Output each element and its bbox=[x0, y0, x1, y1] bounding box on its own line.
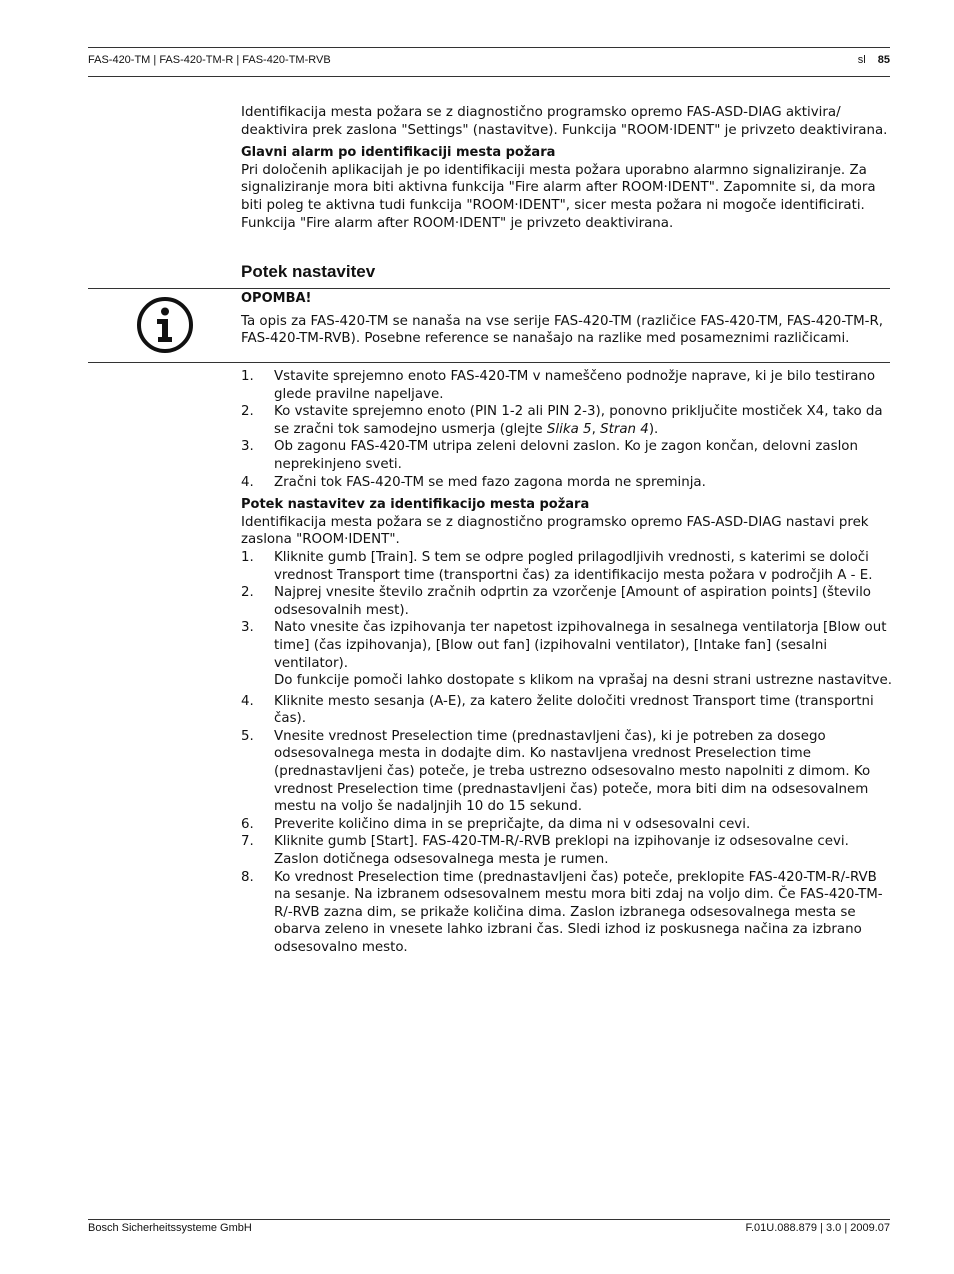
note-text: Ta opis za FAS-420-TM se nanaša na vse serije FAS-420-TM (različice FAS-420-TM, FAS-420-TM-R, FAS-420-TM-RVB). Posebne reference se nanašajo na razlike med posameznimi različicami. bbox=[241, 313, 884, 347]
footer-docref: F.01U.088.879 | 3.0 | 2009.07 bbox=[745, 1222, 890, 1234]
steps-block bbox=[241, 368, 893, 957]
note-title: OPOMBA! bbox=[241, 291, 312, 306]
list-item: 3. Ob zagonu FAS-420-TM utripa zeleni delovni zaslon. Ko je zagon končan, delovni zaslon neprekinjeno sveti. bbox=[241, 439, 858, 472]
list-item: 2. Ko vstavite sprejemno enoto (PIN 1-2 ali PIN 2-3), ponovno priključite mostiček X4, tako da se zračni tok samodejno usmerja (glejte Slika 5, Stran 4). bbox=[241, 404, 883, 437]
intro-paragraph: Identifikacija mesta požara se z diagnostično programsko opremo FAS-ASD-DIAG aktivira/ deaktivira prek zaslona "Settings" (nastavitve). Funkcija "ROOM·IDENT" je privzeto deaktivirana. bbox=[241, 105, 888, 138]
page-footer bbox=[88, 1219, 890, 1234]
header-product: FAS-420-TM | FAS-420-TM-R | FAS-420-TM-RVB bbox=[88, 54, 331, 66]
section2-intro: Identifikacija mesta požara se z diagnostično programsko opremo FAS-ASD-DIAG nastavi prek zaslona "ROOM·IDENT". bbox=[241, 514, 869, 548]
intro-paragraph-2: Pri določenih aplikacijah je po identifikaciji mesta požara uporabno alarmno signaliziranje. Za signaliziranje mora biti aktivna funkcija "Fire alarm after ROOM·IDENT". Zapomnite si, da mora biti poleg te aktivna tudi funkcija "ROOM·IDENT", sicer mesta požara ni mogoče identificirati. Funkcija "Fire alarm after ROOM·IDENT" je privzeto deaktivirana. bbox=[241, 162, 876, 231]
list-item-extra: Do funkcije pomoči lahko dostopate s klikom na vprašaj na desni strani ustrezne nastavitve. bbox=[274, 673, 893, 689]
info-icon bbox=[135, 295, 195, 355]
footer-company: Bosch Sicherheitssysteme GmbH bbox=[88, 1222, 252, 1234]
figure-reference[interactable]: Slika 5 bbox=[546, 421, 592, 437]
list-item: 4. Zračni tok FAS-420-TM se med fazo zagona morda ne spreminja. bbox=[241, 474, 706, 490]
header-page-info bbox=[858, 54, 890, 66]
list-item: 4. Kliknite mesto sesanja (A-E), za katero želite določiti vrednost Transport time (transportni čas). bbox=[241, 693, 874, 727]
page-reference[interactable]: Stran 4 bbox=[600, 421, 649, 437]
list-item: 8. Ko vrednost Preselection time (prednastavljeni čas) poteče, preklopite FAS-420-TM-R/-RVB na sesanje. Na izbranem odsesovalnem mestu mora biti zdaj na voljo dim. Če FAS-420-TM-R/-RVB zazna dim, se prikaže količina dima. Zaslon izbranega odsesovalnega mesta se obarva zeleno in vnesete lahko izbrani čas. Sledi izhod iz poskusnega načina za izbrano odsesovalno mesto. bbox=[241, 869, 883, 955]
steps-list-2 bbox=[241, 549, 893, 957]
intro-block bbox=[241, 104, 893, 232]
list-item: 6. Preverite količino dima in se prepričajte, da dima ni v odsesovalni cevi. bbox=[241, 816, 751, 832]
note-content bbox=[241, 290, 893, 348]
section-title: Potek nastavitev bbox=[241, 262, 376, 281]
list-item: 3. Nato vnesite čas izpihovanja ter napetost izpihovalnega in sesalnega ventilatorja [Blow out time] (čas izpihovanja), [Blow out fan] (izpihovalni ventilator), [Intake fan] (sesalni ventilator). Do funkcije pomoči lahko dostopate s klikom na vprašaj na desni strani ustrezne nastavitve. bbox=[241, 620, 893, 689]
list-item: 1. Vstavite sprejemno enoto FAS-420-TM v nameščeno podnožje naprave, ki je bilo testirano glede pravilne napeljave. bbox=[241, 369, 876, 402]
header-lang: sl bbox=[857, 54, 866, 66]
note-box bbox=[88, 288, 890, 363]
list-item: 7. Kliknite gumb [Start]. FAS-420-TM-R/-RVB preklopi na izpihovanje iz odsesovalne cevi. Zaslon dotičnega odsesovalnega mesta je rumen. bbox=[241, 834, 849, 868]
intro-subheading: Glavni alarm po identifikaciji mesta požara bbox=[241, 145, 556, 161]
list-item: 5. Vnesite vrednost Preselection time (prednastavljeni čas), ki je potreben za dosego odsesovalnega mesta in dodajte dim. Ko nastavljena vrednost Preselection time (prednastavljeni čas) poteče, je treba ustrezno odsesovalno mesto napolniti z dimom. Ko vrednost Preselection time (prednastavljeni čas) poteče, mora biti dim na odsesovalnem mestu na voljo še nadaljnjih 10 do 15 sekund. bbox=[241, 728, 871, 815]
steps-list-1 bbox=[241, 368, 893, 491]
page-header bbox=[88, 47, 890, 77]
section2-subheading: Potek nastavitev za identifikacijo mesta požara bbox=[241, 497, 590, 513]
page-number: 85 bbox=[877, 54, 890, 66]
list-item: 1. Kliknite gumb [Train]. S tem se odpre pogled prilagodljivih vrednosti, s katerimi se določi vrednost Transport time (transportni čas) za identifikacijo mesta požara v področjih A - E. bbox=[241, 549, 873, 583]
list-item: 2. Najprej vnesite število zračnih odprtin za vzorčenje [Amount of aspiration points] (število odsesovalnih mest). bbox=[241, 585, 871, 618]
